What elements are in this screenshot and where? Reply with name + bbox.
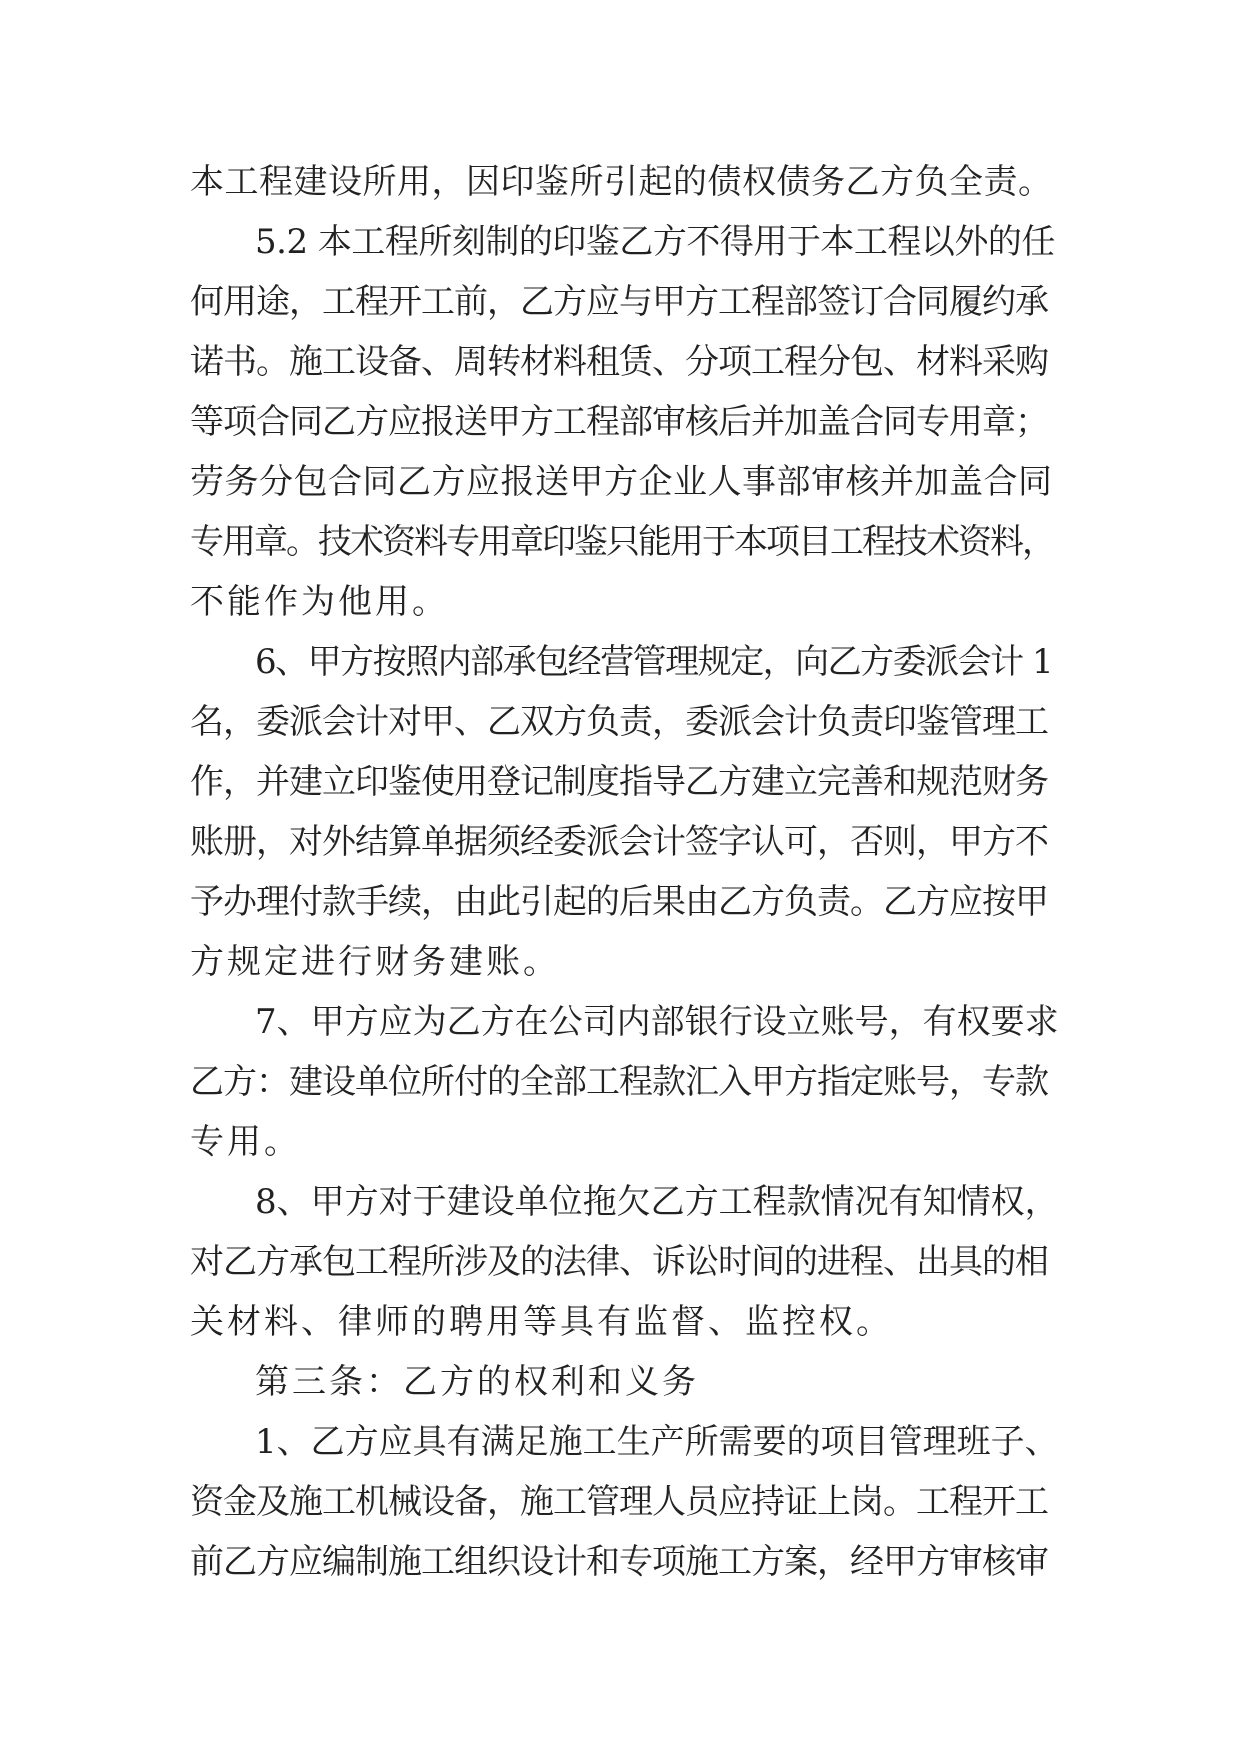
- text-line: 名，委派会计对甲、乙双方负责，委派会计负责印鉴管理工: [190, 702, 1048, 742]
- text-line: 方规定进行财务建账。: [190, 942, 560, 982]
- text-line: 5.2 本工程所刻制的印鉴乙方不得用于本工程以外的任: [255, 222, 1055, 262]
- text-line: 专用章。技术资料专用章印鉴只能用于本项目工程技术资料，: [190, 522, 1054, 562]
- text-line: 劳务分包合同乙方应报送甲方企业人事部审核并加盖合同: [190, 462, 1053, 502]
- text-line: 1、乙方应具有满足施工生产所需要的项目管理班子、: [255, 1422, 1059, 1462]
- text-line: 何用途，工程开工前，乙方应与甲方工程部签订合同履约承: [190, 282, 1048, 322]
- text-line: 6、甲方按照内部承包经营管理规定，向乙方委派会计 1: [255, 642, 1053, 682]
- text-line: 7、甲方应为乙方在公司内部银行设立账号，有权要求: [255, 1002, 1059, 1042]
- text-line: 账册，对外结算单据须经委派会计签字认可，否则，甲方不: [190, 822, 1048, 862]
- text-line: 乙方：建设单位所付的全部工程款汇入甲方指定账号，专款: [190, 1062, 1048, 1102]
- text-line: 等项合同乙方应报送甲方工程部审核后并加盖合同专用章；: [190, 402, 1048, 442]
- text-line: 关材料、律师的聘用等具有监督、监控权。: [190, 1302, 893, 1342]
- text-line: 作，并建立印鉴使用登记制度指导乙方建立完善和规范财务: [190, 762, 1048, 802]
- section-heading: 第三条：乙方的权利和义务: [255, 1362, 699, 1402]
- text-line: 8、甲方对于建设单位拖欠乙方工程款情况有知情权，: [255, 1182, 1059, 1222]
- text-line: 专用。: [190, 1122, 301, 1162]
- text-line: 诺书。施工设备、周转材料租赁、分项工程分包、材料采购: [190, 342, 1048, 382]
- text-line: 资金及施工机械设备，施工管理人员应持证上岗。工程开工: [190, 1482, 1048, 1522]
- text-line: 对乙方承包工程所涉及的法律、诉讼时间的进程、出具的相: [190, 1242, 1048, 1282]
- text-line: 予办理付款手续，由此引起的后果由乙方负责。乙方应按甲: [190, 882, 1048, 922]
- text-line: 不能作为他用。: [190, 582, 449, 622]
- text-line: 前乙方应编制施工组织设计和专项施工方案，经甲方审核审: [190, 1542, 1048, 1582]
- text-line: 本工程建设所用，因印鉴所引起的债权债务乙方负全责。: [190, 162, 1053, 202]
